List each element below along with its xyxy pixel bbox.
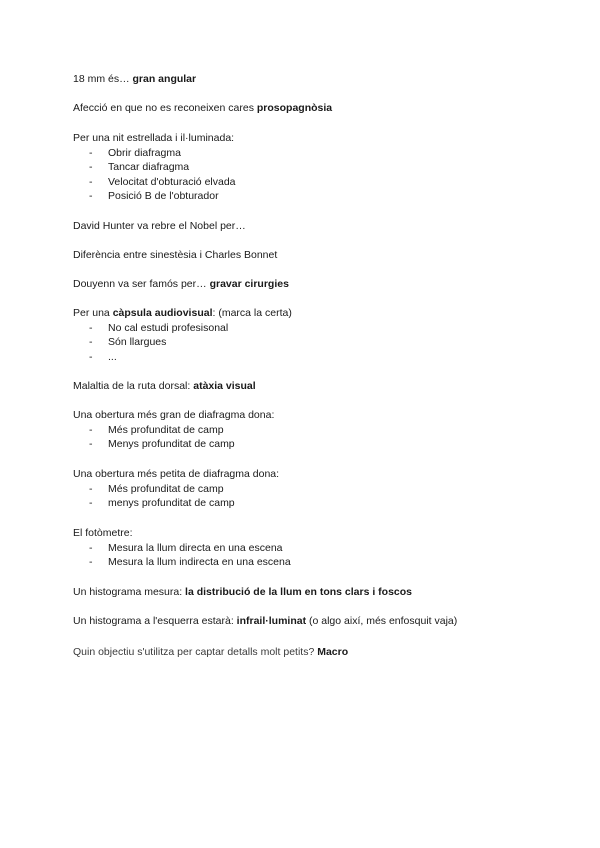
q5-text: Diferència entre sinestèsia i Charles Bonnet bbox=[73, 249, 278, 261]
q7-bold: càpsula audiovisual bbox=[112, 307, 213, 319]
q2-text: Afecció en que no es reconeixen cares bbox=[73, 102, 257, 114]
question-14 bbox=[73, 645, 348, 660]
question-10 bbox=[73, 467, 279, 511]
question-13 bbox=[73, 614, 457, 629]
list-item: - Són llargues bbox=[89, 336, 167, 349]
question-9 bbox=[73, 408, 274, 452]
question-7 bbox=[73, 306, 292, 364]
q1-text: 18 mm és… bbox=[73, 73, 133, 85]
question-5 bbox=[73, 248, 277, 263]
question-11 bbox=[73, 526, 291, 570]
q11-text: El fotòmetre: bbox=[73, 527, 133, 539]
q8-answer: atàxia visual bbox=[193, 380, 256, 392]
question-2 bbox=[73, 101, 332, 116]
q9-text: Una obertura més gran de diafragma dona: bbox=[73, 409, 275, 421]
q6-answer: gravar cirurgies bbox=[209, 278, 289, 290]
q13-suffix: (o algo així, més enfosquit vaja) bbox=[306, 615, 458, 627]
q7-suffix: : (marca la certa) bbox=[212, 307, 292, 319]
q8-text: Malaltia de la ruta dorsal: bbox=[73, 380, 194, 392]
q7-text: Per una bbox=[73, 307, 113, 319]
q3-text: Per una nit estrellada i il·luminada: bbox=[73, 132, 235, 144]
q4-text: David Hunter va rebre el Nobel per… bbox=[73, 220, 246, 232]
list-item: - Tancar diafragma bbox=[89, 161, 190, 174]
list-item: - ... bbox=[89, 350, 117, 363]
list-item: - Mesura la llum directa en una escena bbox=[89, 541, 283, 554]
question-3 bbox=[73, 131, 236, 204]
q6-text: Douyenn va ser famós per… bbox=[73, 278, 210, 290]
list-item: - No cal estudi profesisonal bbox=[89, 321, 229, 334]
question-1 bbox=[73, 72, 196, 87]
q14-text: Quin objectiu s'utilitza per captar detalls molt petits? bbox=[73, 646, 318, 658]
q1-answer: gran angular bbox=[132, 73, 197, 85]
list-item: - Mesura la llum indirecta en una escena bbox=[89, 556, 291, 569]
q12-answer: la distribució de la llum en tons clars i foscos bbox=[185, 586, 413, 598]
q13-text: Un histograma a l'esquerra estarà: bbox=[73, 615, 237, 627]
question-4 bbox=[73, 219, 246, 234]
q13-answer: infrail·luminat bbox=[236, 615, 307, 627]
q12-text: Un histograma mesura: bbox=[73, 586, 186, 598]
list-item: - Menys profunditat de camp bbox=[89, 438, 235, 451]
q10-text: Una obertura més petita de diafragma dona: bbox=[73, 468, 280, 480]
q2-answer: prosopagnòsia bbox=[256, 102, 333, 114]
list-item: - Més profunditat de camp bbox=[89, 423, 224, 436]
list-item: - Velocitat d'obturació elvada bbox=[89, 175, 236, 188]
question-12 bbox=[73, 585, 412, 600]
list-item: - Posició B de l'obturador bbox=[89, 190, 219, 203]
q14-answer: Macro bbox=[317, 646, 349, 658]
list-item: - menys profunditat de camp bbox=[89, 497, 235, 510]
list-item: - Més profunditat de camp bbox=[89, 482, 224, 495]
list-item: - Obrir diafragma bbox=[89, 146, 181, 159]
question-8 bbox=[73, 379, 256, 394]
question-6 bbox=[73, 277, 289, 292]
